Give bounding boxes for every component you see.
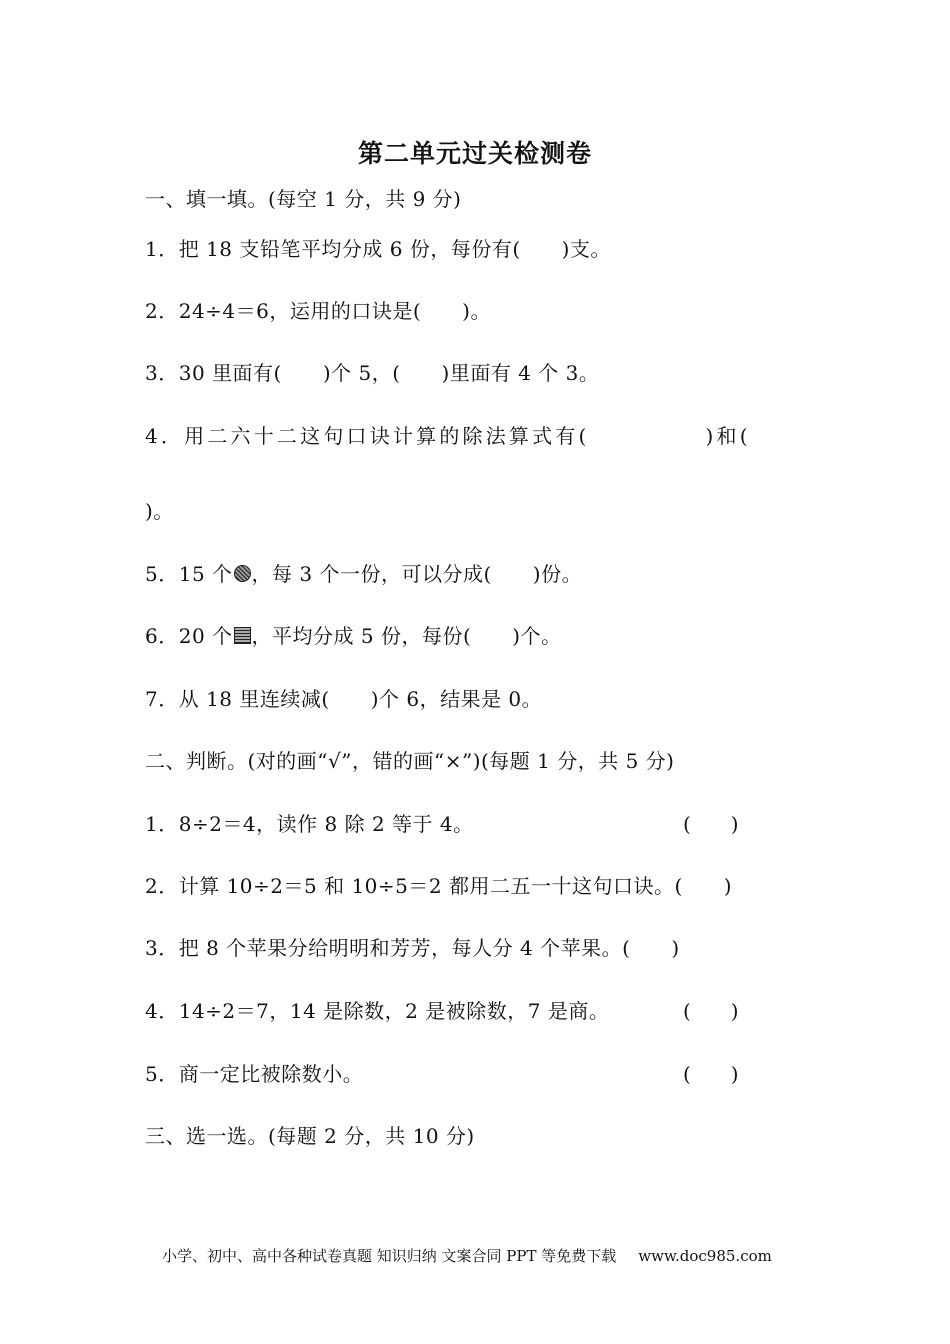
question-1-6 <box>145 621 562 651</box>
question-1-7: 7．从 18 里连续减( )个 6，结果是 0。 <box>145 687 543 711</box>
answer-paren-2-5: ( ) <box>683 1062 739 1086</box>
question-1-4-line2: )。 <box>145 499 174 523</box>
question-1-1: 1．把 18 支铅笔平均分成 6 份，每份有( )支。 <box>145 237 611 261</box>
question-1-4-line1: 4．用二六十二这句口诀计算的除法算式有( )和( <box>145 424 751 448</box>
question-1-5 <box>145 559 582 589</box>
square-block-icon <box>234 627 251 644</box>
question-2-3: 3．把 8 个苹果分给明明和芳芳，每人分 4 个苹果。( ) <box>145 936 680 960</box>
section-heading-fill-in: 一、填一填。(每空 1 分，共 9 分) <box>145 187 462 211</box>
answer-paren-2-1: ( ) <box>683 812 739 836</box>
question-2-2: 2．计算 10÷2＝5 和 10÷5＝2 都用二五一十这句口诀。( ) <box>145 874 733 898</box>
question-1-5-suffix: ，每 3 个一份，可以分成( )份。 <box>251 562 583 586</box>
footer-site-link[interactable]: www.doc985.com <box>638 1247 772 1265</box>
question-2-1: 1．8÷2＝4，读作 8 除 2 等于 4。 <box>145 812 474 836</box>
section-heading-true-false: 二、判断。(对的画“√”，错的画“×”)(每题 1 分，共 5 分) <box>145 749 675 773</box>
footer-text: 小学、初中、高中各种试卷真题 知识归纳 文案合同 PPT 等免费下载 <box>162 1247 617 1265</box>
section-heading-multiple-choice: 三、选一选。(每题 2 分，共 10 分) <box>145 1124 475 1148</box>
question-2-5: 5．商一定比被除数小。 <box>145 1062 364 1086</box>
question-1-2: 2．24÷4＝6，运用的口诀是( )。 <box>145 299 491 323</box>
question-2-4: 4．14÷2＝7，14 是除数，2 是被除数，7 是商。 <box>145 999 610 1023</box>
question-1-5-prefix: 5．15 个 <box>145 562 233 586</box>
question-1-3: 3．30 里面有( )个 5，( )里面有 4 个 3。 <box>145 361 600 385</box>
page-title: 第二单元过关检测卷 <box>357 139 592 168</box>
answer-paren-2-4: ( ) <box>683 999 739 1023</box>
question-1-6-prefix: 6．20 个 <box>145 624 233 648</box>
page-footer <box>162 1244 772 1268</box>
question-1-6-suffix: ，平均分成 5 份，每份( )个。 <box>251 624 562 648</box>
ball-icon <box>234 565 251 582</box>
